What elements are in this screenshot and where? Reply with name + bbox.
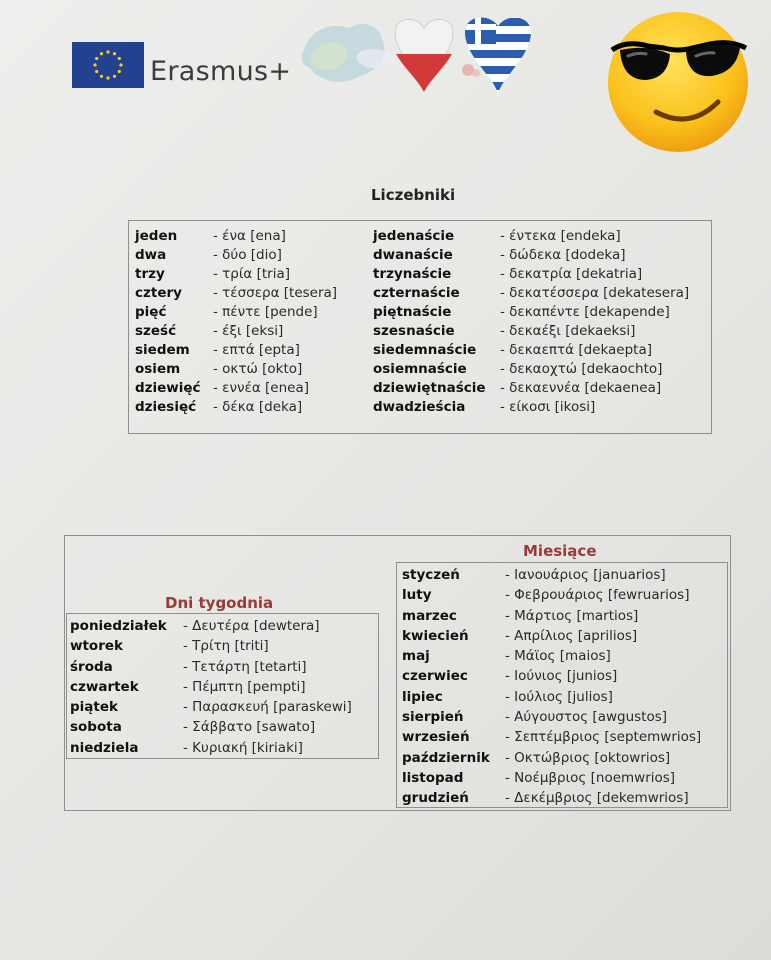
numbers-left-column (135, 227, 365, 417)
table-row: siedem - επτά [epta] (135, 342, 300, 358)
table-row: trzynaście - δεκατρία [dekatria] (373, 266, 643, 282)
table-row: dwanaście - δώδεκα [dodeka] (373, 247, 626, 263)
list-item: listopad - Νοέμβριος [noemwrios] (402, 769, 676, 786)
list-item: marzec - Μάρτιος [martios] (402, 607, 639, 624)
days-table (66, 613, 379, 759)
table-row: dziewiętnaście - δεκαεννέα [dekaenea] (373, 380, 662, 396)
list-item: wtorek - Τρίτη [triti] (70, 638, 269, 655)
list-item: wrzesień - Σεπτέμβριος [septemwrios] (402, 729, 702, 746)
list-item: środa - Τετάρτη [tetarti] (70, 658, 307, 675)
table-row: osiem - οκτώ [okto] (135, 361, 303, 377)
table-row: czternaście - δεκατέσσερα [dekatesera] (373, 285, 690, 301)
table-row: pięć - πέντε [pende] (135, 304, 318, 320)
days-list (70, 616, 376, 758)
table-row: cztery - τέσσερα [tesera] (135, 285, 338, 301)
list-item: niedziela - Κυριακή [kiriaki] (70, 739, 303, 756)
list-item: sobota - Σάββατο [sawato] (70, 719, 316, 736)
table-row: dwa - δύο [dio] (135, 247, 282, 263)
numbers-right-column (373, 227, 711, 417)
list-item: październik - Οκτώβριος [oktowrios] (402, 749, 671, 766)
table-row: osiemnaście - δεκαοχτώ [dekaochto] (373, 361, 663, 377)
list-item: grudzień - Δεκέμβριος [dekemwrios] (402, 790, 689, 807)
numbers-title: Liczebniki (371, 186, 456, 204)
greece-heart-icon (460, 10, 540, 100)
list-item: sierpień - Αύγουστος [awgustos] (402, 709, 668, 726)
sunglasses-emoji-icon (606, 10, 750, 154)
table-row: sześć - έξι [eksi] (135, 323, 284, 339)
list-item: maj - Μάϊος [maios] (402, 648, 611, 665)
table-row: jeden - ένα [ena] (135, 228, 286, 244)
list-item: kwiecień - Απρίλιος [aprilios] (402, 627, 638, 644)
days-title: Dni tygodnia (165, 594, 274, 612)
list-item: styczeń - Ιανουάριος [januarios] (402, 567, 666, 583)
flag-hearts (300, 10, 580, 110)
table-row: siedemnaście - δεκαεπτά [dekaepta] (373, 342, 653, 358)
table-row: dziesięć - δέκα [deka] (135, 399, 303, 415)
eu-flag-icon (72, 42, 144, 88)
erasmus-logo-text: Erasmus+ (150, 56, 292, 87)
list-item: piątek - Παρασκευή [paraskewi] (70, 699, 352, 716)
table-row: dziewięć - εννέα [enea] (135, 380, 310, 396)
table-row: dwadzieścia - είκοσι [ikosi] (373, 399, 596, 415)
header (0, 0, 771, 160)
table-row: trzy - τρία [tria] (135, 266, 291, 282)
months-title: Miesiące (523, 542, 597, 560)
list-item: lipiec - Ιούλιος [julios] (402, 688, 613, 705)
list-item: luty - Φεβρουάριος [fewruarios] (402, 587, 690, 604)
months-table (396, 562, 728, 808)
list-item: poniedziałek - Δευτέρα [dewtera] (70, 618, 320, 634)
table-row: piętnaście - δεκαπέντε [dekapende] (373, 304, 670, 320)
list-item: czwartek - Πέμπτη [pempti] (70, 678, 306, 695)
table-row: szesnaście - δεκαέξι [dekaeksi] (373, 323, 636, 339)
months-list (402, 565, 726, 809)
table-row: jedenaście - έντεκα [endeka] (373, 228, 621, 244)
list-item: czerwiec - Ιούνιος [junios] (402, 668, 618, 685)
numbers-table (128, 220, 712, 434)
